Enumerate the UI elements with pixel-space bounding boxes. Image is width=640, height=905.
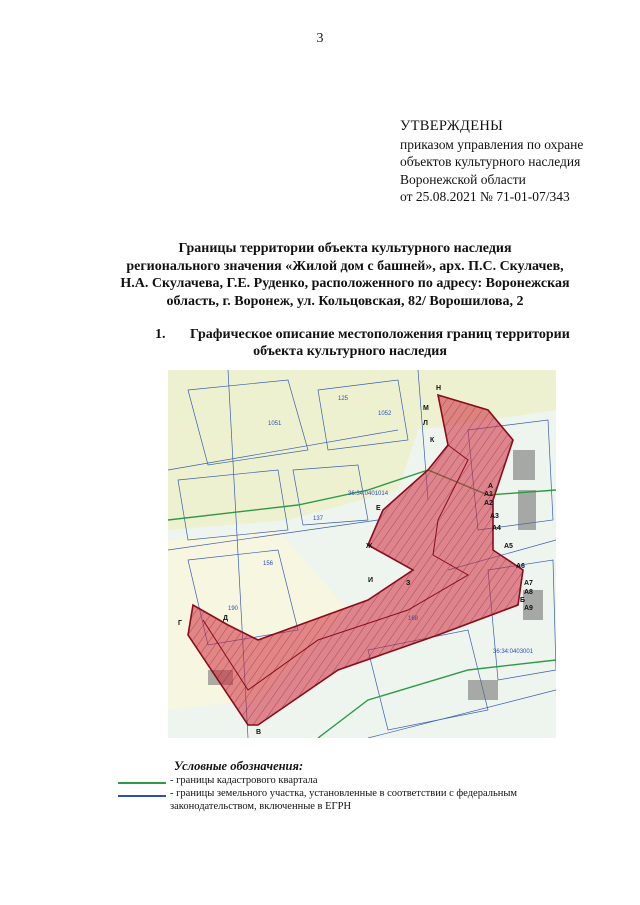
legend-text: - границы земельного участка, установленные в соответствии с федеральным	[170, 788, 518, 799]
point-label: А5	[504, 543, 513, 550]
point-label: А6	[516, 563, 525, 570]
document-title	[100, 240, 590, 310]
parcel-label: 190	[228, 606, 239, 612]
parcel-label: 36:34:0403001	[493, 649, 534, 655]
title-line: Границы территории объекта культурного наследия	[178, 241, 512, 256]
point-label: А9	[524, 605, 533, 612]
point-label: А	[488, 483, 494, 490]
point-label: В	[256, 729, 262, 736]
parcel-label: 156	[263, 561, 274, 567]
parcel-label: 1052	[378, 411, 392, 417]
point-label: А7	[524, 580, 533, 587]
point-label: А8	[524, 589, 533, 596]
approval-block	[400, 118, 583, 206]
point-label: А2	[484, 500, 493, 507]
section-title-line: объекта культурного наследия	[253, 344, 447, 359]
approval-date-line: от 25.08.2021 № 71-01-07/343	[400, 189, 570, 204]
point-label: А1	[484, 491, 493, 498]
section-number: 1.	[155, 327, 166, 342]
parcel-label: 125	[338, 396, 349, 402]
point-label: Е	[376, 505, 381, 512]
legend-title: Условные обозначения:	[174, 759, 304, 773]
parcel-label: 1051	[268, 421, 282, 427]
parcel-label: 168	[408, 616, 419, 622]
point-label: Ж	[366, 543, 373, 550]
point-label: Н	[436, 385, 442, 392]
title-line: область, г. Воронеж, ул. Кольцовская, 82/ Ворошилова, 2	[166, 293, 524, 309]
point-label: М	[423, 405, 429, 412]
page-number: 3	[316, 31, 324, 46]
title-line: регионального значения «Жилой дом с башней», арх. П.С. Скулачев,	[126, 258, 564, 274]
legend-text: законодательством, включенные в ЕГРН	[170, 801, 352, 812]
legend-text: - границы кадастрового квартала	[170, 775, 318, 786]
approval-heading: УТВЕРЖДЕНЫ	[400, 118, 504, 134]
point-label: А3	[490, 513, 499, 520]
point-label: Д	[223, 615, 228, 622]
point-label: Г	[178, 620, 182, 627]
point-label: К	[430, 437, 435, 444]
point-label: Л	[423, 420, 428, 427]
point-label: И	[368, 577, 374, 584]
parcel-label: 137	[313, 516, 324, 522]
legend-line-blue	[118, 795, 166, 797]
title-line: Н.А. Скулачева, Г.Е. Руденко, расположенного по адресу: Воронежская	[120, 276, 570, 291]
point-label: Б	[520, 597, 526, 604]
parcel-label: 36:34:0401014	[348, 491, 389, 497]
section-title-line: Графическое описание местоположения границ территории	[190, 327, 570, 342]
approval-line: приказом управления по охране	[400, 136, 584, 152]
approval-line: Воронежской области	[400, 171, 526, 187]
legend-line-green	[118, 782, 166, 784]
approval-line: объектов культурного наследия	[400, 154, 581, 169]
cadastral-map	[168, 370, 556, 738]
point-label: А4	[492, 525, 501, 532]
point-label: З	[406, 580, 411, 587]
